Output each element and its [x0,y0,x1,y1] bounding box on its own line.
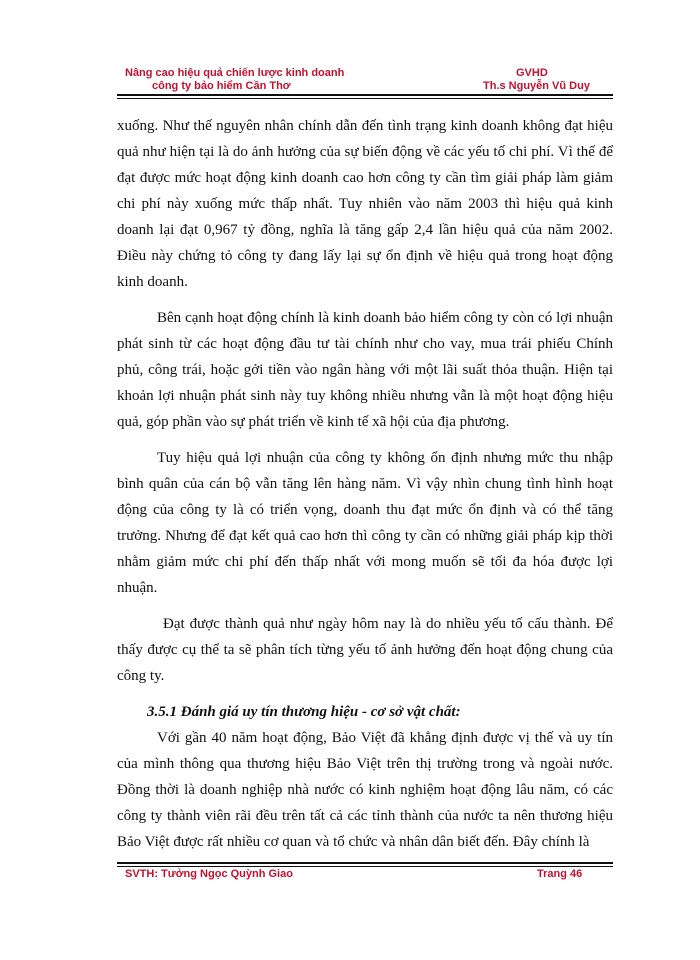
section-heading: 3.5.1 Đánh giá uy tín thương hiệu - cơ sở vật chất: [147,704,461,720]
header-advisor-name: Th.s Nguyễn Vũ Duy [483,80,590,92]
paragraph-3: Tuy hiệu quả lợi nhuận của công ty không ổn định nhưng mức thu nhập bình quân của cán bộ vẫn tăng lên hàng năm. Vì vậy nhìn chung tình hình hoạt động của công ty là có triển vọng, doanh thu đạt mức ổn định và có thể tăng trưởng. Nhưng để đạt kết quả cao hơn thì công ty cần có những giải pháp kịp thời nhằm giảm mức chi phí đến thấp nhất với mong muốn sẽ tối đa hóa được lợi nhuận. [117,450,613,596]
page-body [117,113,613,855]
header-advisor-label: GVHD [516,67,548,79]
header-thesis-title-line1: Nâng cao hiệu quả chiến lược kinh doanh [125,67,345,79]
paragraph-1: xuống. Như thế nguyên nhân chính dẫn đến tình trạng kinh doanh không đạt hiệu quả như hiện tại là do ảnh hưởng của sự biến động về các yếu tố chi phí. Vì thế để đạt được mức hoạt động kinh doanh cao hơn công ty cần tìm giải pháp làm giảm chi phí này xuống mức thấp nhất. Tuy nhiên vào năm 2003 thì hiệu quả kinh doanh lại đạt 0,967 tỷ đồng, nghĩa là tăng gấp 2,4 lần hiệu quả của năm 2002. Điều này chứng tỏ công ty đang lấy lại sự ổn định về hiệu quả trong hoạt động kinh doanh. [117,118,613,290]
header-thesis-title-line2: công ty bảo hiểm Cần Thơ [152,80,291,92]
footer-page-number: Trang 46 [537,868,583,880]
footer-divider [117,862,613,867]
section-paragraph: Với gần 40 năm hoạt động, Bảo Việt đã khẳng định được vị thế và uy tín của mình thông qua thương hiệu Bảo Việt trên thị trường trong và ngoài nước. Đồng thời là doanh nghiệp nhà nước có kinh nghiệm hoạt động lâu năm, có các công ty thành viên rãi đều trên tất cả các tỉnh thành của nước ta nên thương hiệu Bảo Việt được rất nhiều cơ quan và tổ chức và nhân dân biết đến. Đây chính là [117,730,613,850]
header-divider [117,94,613,99]
paragraph-2: Bên cạnh hoạt động chính là kinh doanh bảo hiểm công ty còn có lợi nhuận phát sinh từ các hoạt động đầu tư tài chính như cho vay, mua trái phiếu Chính phủ, công trái, hoặc gởi tiền vào ngân hàng với một lãi suất thỏa thuận. Hiện tại khoản lợi nhuận phát sinh này tuy không nhiều nhưng vẫn là một hoạt động hiệu quả, góp phần vào sự phát triển về kinh tế xã hội của địa phương. [117,310,613,430]
footer-student-name: SVTH: Tưởng Ngọc Quỳnh Giao [125,868,293,880]
paragraph-4: Đạt được thành quả như ngày hôm nay là do nhiều yếu tố cấu thành. Để thấy được cụ thể ta sẽ phân tích từng yếu tố ảnh hưởng đến hoạt động chung của công ty. [117,616,613,684]
